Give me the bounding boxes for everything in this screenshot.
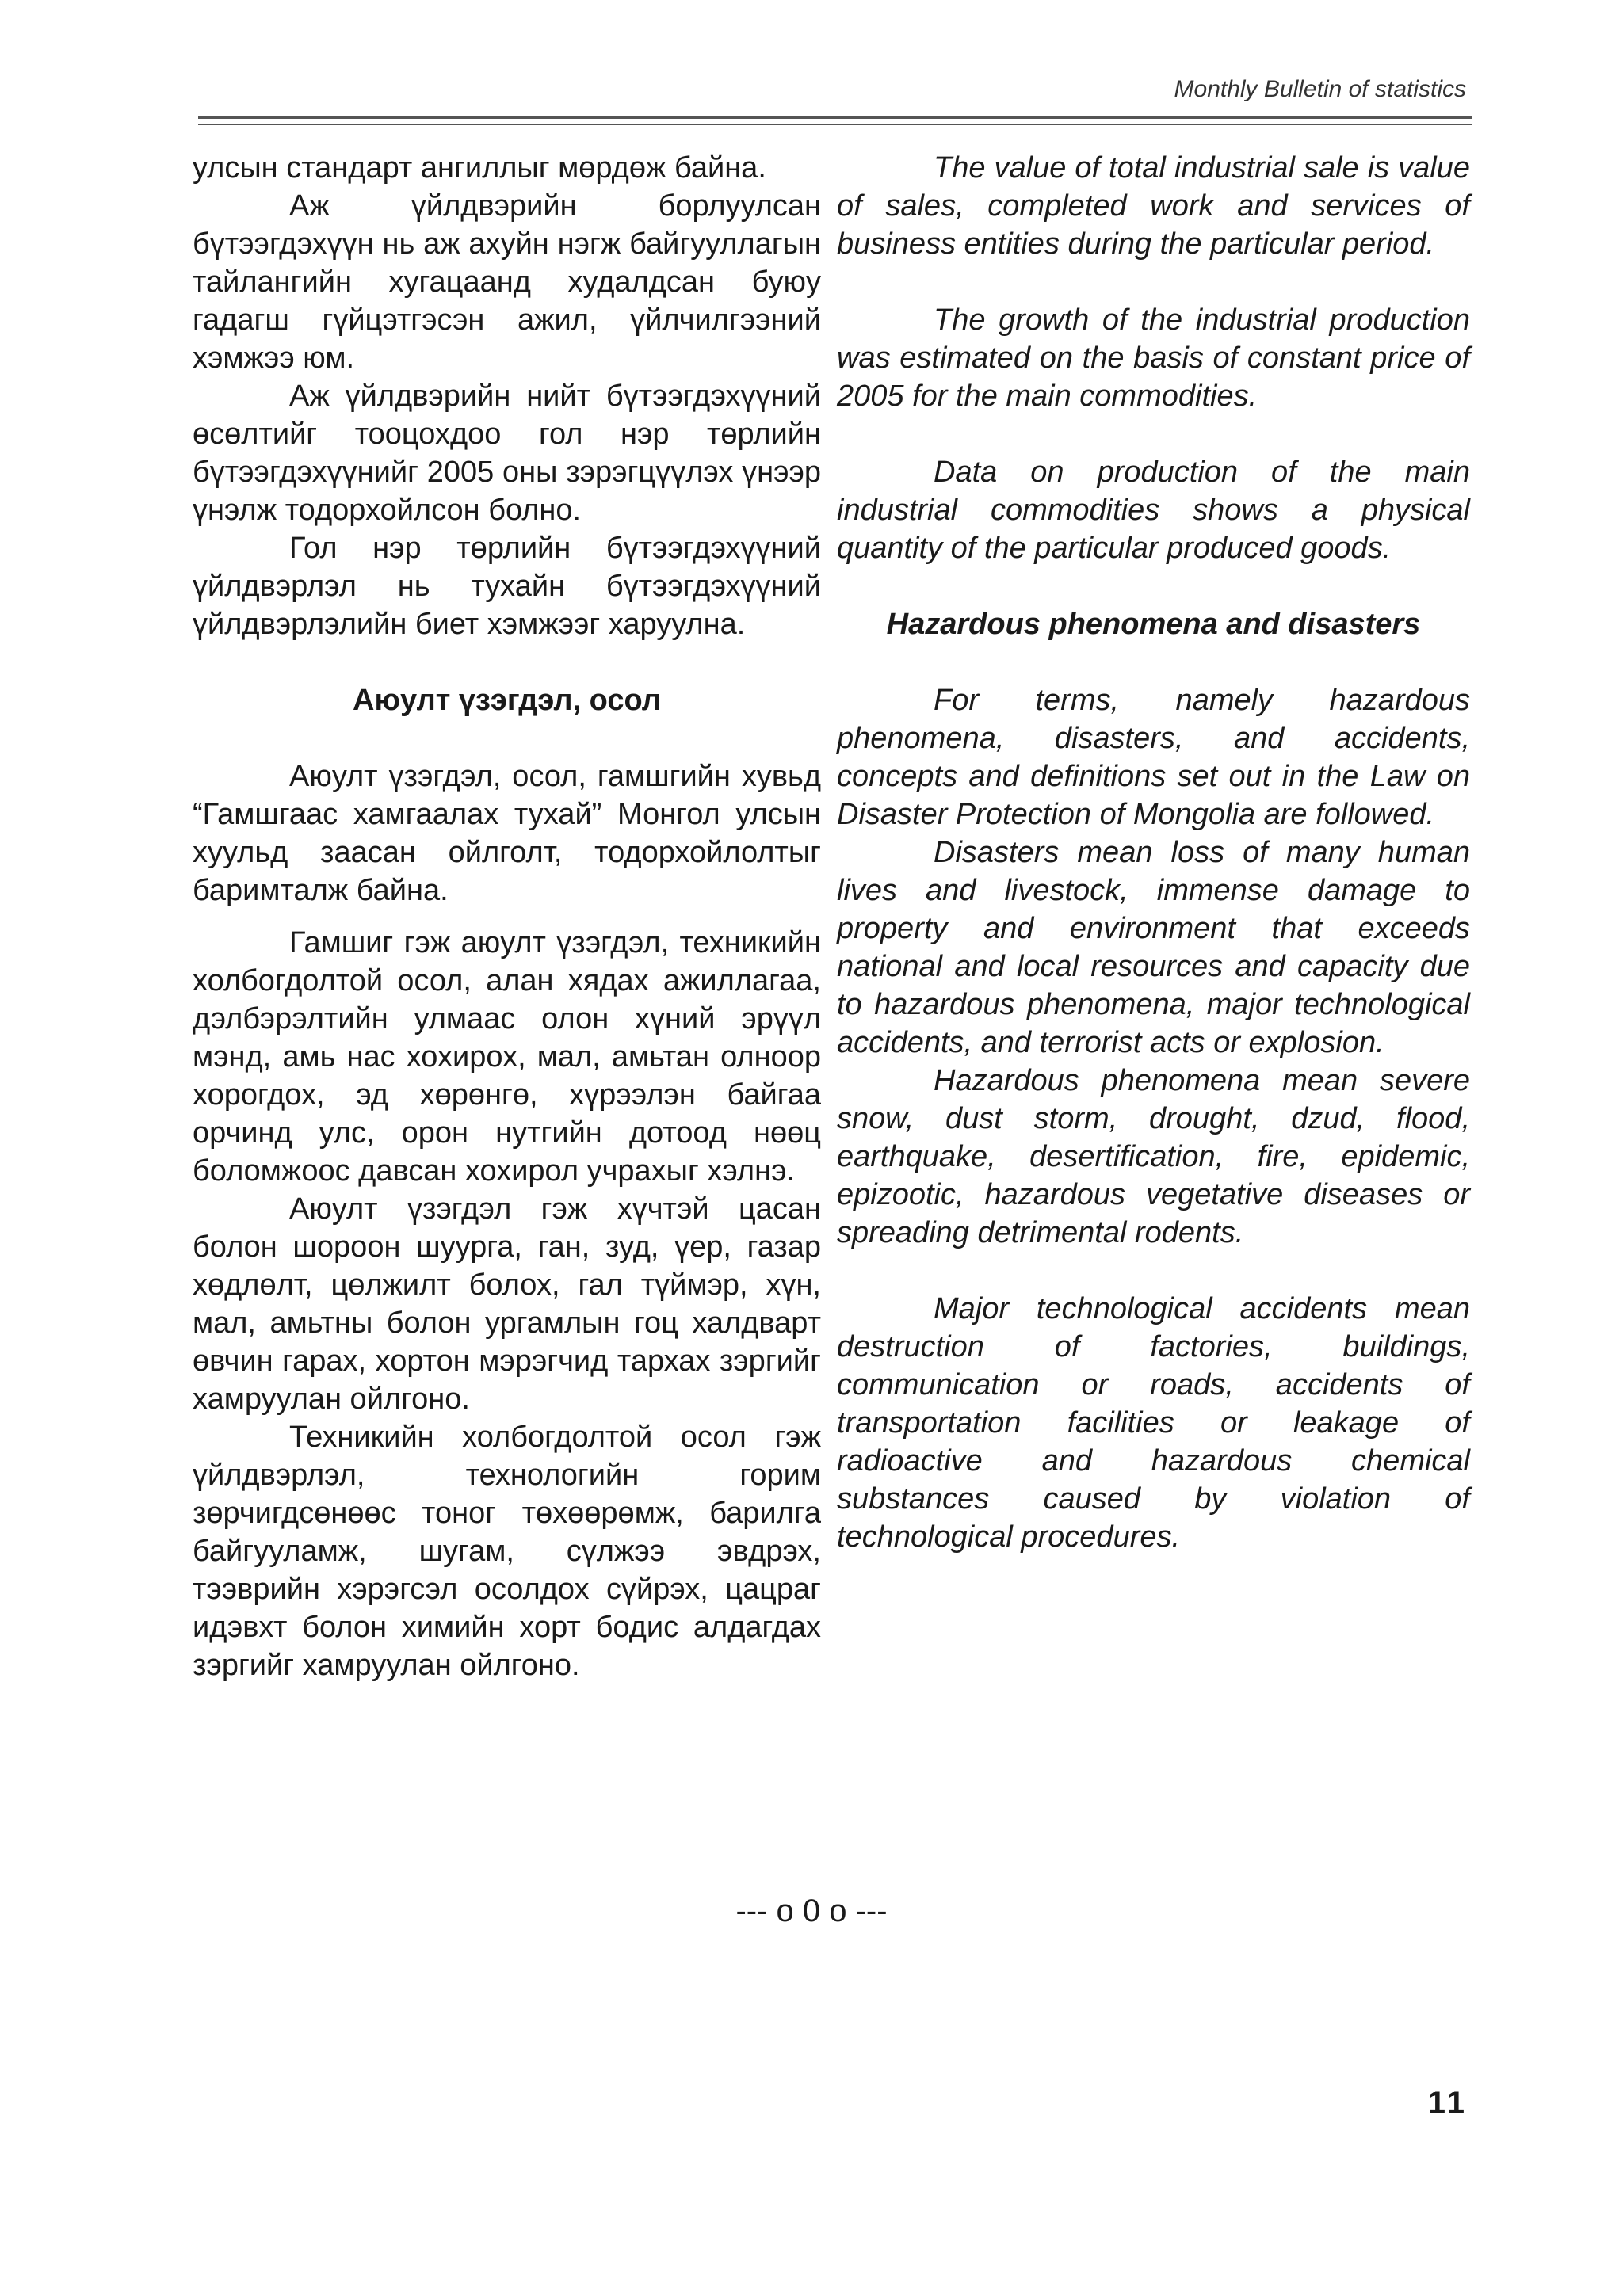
english-column [837,149,1470,1556]
en-paragraph-5: Disasters mean loss of many human lives and livestock, immense damage to property and environment that exceeds national and local resources and capacity due to hazardous phenomena, major technological accidents, and terrorist acts or explosion. [837,836,1470,1059]
header-rule-bottom [198,124,1472,125]
mn-paragraph-4: Гол нэр төрлийн бүтээгдэхүүний үйлдвэрлэл нь тухайн бүтээгдэхүүний үйлдвэрлэлийн биет хэмжээг харуулна. [193,532,821,641]
mn-section-heading: Аюулт үзэгдэл, осол [353,684,661,717]
en-paragraph-1: The value of total industrial sale is value of sales, completed work and services of business entities during the particular period. [837,151,1470,261]
en-section-heading: Hazardous phenomena and disasters [886,608,1421,641]
end-of-section-mark: --- o 0 o --- [735,1894,888,1928]
en-paragraph-7: Major technological accidents mean destruction of factories, buildings, communication or roads, accidents of transportation facilities or leakage of radioactive and hazardous chemical substances caused by violation of technological procedures. [837,1292,1470,1554]
en-paragraph-3: Data on production of the main industrial commodities shows a physical quantity of the particular produced goods. [837,456,1470,565]
running-header: Monthly Bulletin of statistics [1174,76,1466,102]
mn-paragraph-6: Гамшиг гэж аюулт үзэгдэл, техникийн холбогдолтой осол, алан хядах ажиллагаа, дэлбэрэлтийн улмаас олон хүний эрүүл мэнд, амь нас хохирох, мал, амьтан олноор хорогдох, эд хөрөнгө, хүрээлэн байгаа орчинд улс, орон нутгийн дотоод нөөц боломжоос давсан хохирол учрахыг хэлнэ. [193,926,821,1188]
mn-paragraph-8: Техникийн холбогдолтой осол гэж үйлдвэрлэл, технологийн горим зөрчигдсөнөөс тоног төхөөрөмж, барилга байгууламж, шугам, сүлжээ эвдрэх, тээврийн хэрэгсэл осолдох сүйрэх, цацраг идэвхт болон химийн хорт бодис алдагдах зэргийг хамруулан ойлгоно. [193,1421,821,1682]
mn-paragraph-7: Аюулт үзэгдэл гэж хүчтэй цасан болон шороон шуурга, ган, зуд, үер, газар хөдлөлт, цөлжилт болох, гал түймэр, хүн, мал, амьтны болон ургамлын гоц халдварт өвчин гарах, хортон мэрэгчид тархах зэргийг хамруулан ойлгоно. [193,1192,821,1416]
en-paragraph-4: For terms, namely hazardous phenomena, disasters, and accidents, concepts and definitions set out in the Law on Disaster Protection of Mongolia are followed. [837,684,1470,831]
page-number: 11 [1427,2085,1468,2120]
en-paragraph-2: The growth of the industrial production was estimated on the basis of constant price of 2005 for the main commodities. [837,303,1470,413]
mn-paragraph-5: Аюулт үзэгдэл, осол, гамшгийн хувьд “Гамшгаас хамгаалах тухай” Монгол улсын хуульд заасан ойлголт, тодорхойлолтыг баримталж байна. [193,760,821,907]
header-rule-top [198,116,1472,119]
en-paragraph-6: Hazardous phenomena mean severe snow, dust storm, drought, dzud, flood, earthquake, desertification, fire, epidemic, epizootic, hazardous vegetative diseases or spreading detrimental rodents. [837,1064,1470,1249]
mn-paragraph-2: Аж үйлдвэрийн борлуулсан бүтээгдэхүүн нь аж ахуйн нэгж байгууллагын тайлангийн хугацаанд худалдсан буюу гадагш гүйцэтгэсэн ажил, үйлчилгээний хэмжээ юм. [193,189,821,375]
mongolian-column [193,149,821,1684]
mn-paragraph-3: Аж үйлдвэрийн нийт бүтээгдэхүүний өсөлтийг тооцохдоо гол нэр төрлийн бүтээгдэхүүнийг 2005 оны зэрэгцүүлэх үнээр үнэлж тодорхойлсон болно. [193,379,821,527]
mn-paragraph-1: улсын стандарт ангиллыг мөрдөж байна. [193,151,766,185]
